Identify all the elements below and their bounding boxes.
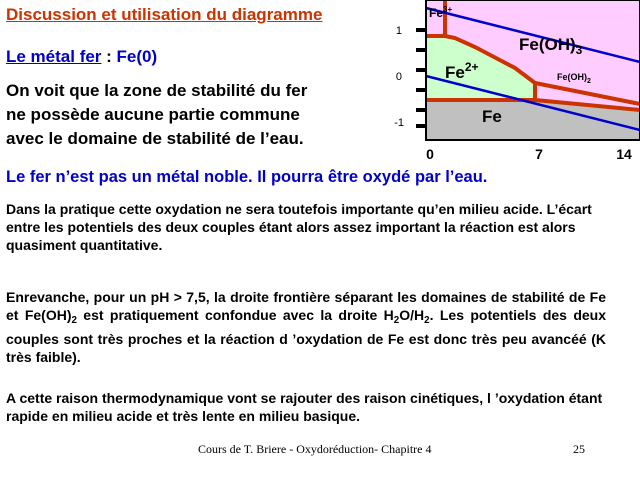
y-tick-label-0: 0 (395, 71, 402, 83)
noble-statement: Le fer n’est pas un métal noble. Il pourra être oxydé par l’eau. (6, 168, 488, 186)
y-tick-mark-6 (416, 124, 426, 128)
p2-sub3: 2 (424, 315, 430, 326)
label-fe2: $Fe^{2+}$ (445, 60, 479, 82)
footer-course: Cours de T. Briere - Oxydoréduction- Chapitre 4 (198, 442, 432, 456)
p2-part3: O/H (399, 307, 425, 323)
x-tick-label-14: 14 (616, 146, 632, 162)
y-tick-mark-1 (416, 28, 426, 32)
paragraph-acid-oxidation: Dans la pratique cette oxydation ne sera toutefois importante qu’en milieu acide. L’écart entre les potentiels des deux couples étant alors assez important la réaction est alors quasiment quantitative. (6, 201, 592, 253)
stability-line-2: ne possède aucune partie commune (6, 105, 300, 124)
label-feoh2: $Fe(OH)_2$ (557, 72, 591, 85)
p2-part2: est pratiquement confondue avec la droite H (76, 307, 394, 323)
p2-sub2: 2 (393, 315, 400, 326)
metal-label: Le métal fer (6, 47, 102, 66)
p2-part4: . Les potentiels des deux couples sont très proches et la réaction d ’oxydation de Fe est donc très peu avancéé (K très faible). (6, 307, 606, 365)
metal-formula: Fe(0) (116, 47, 158, 66)
section-subtitle (6, 47, 157, 67)
stability-text (6, 79, 307, 151)
label-fe: Fe (482, 107, 502, 126)
p2-part1: Enrevanche, pour un pH > 7,5, la droite frontière séparant les domaines de stabilité de Fe et Fe(OH) (6, 289, 606, 323)
p2-sub1: 2 (71, 315, 77, 326)
x-tick-label-0: 0 (426, 146, 434, 162)
y-tick-mark-3 (416, 68, 426, 72)
label-feoh3: $Fe(OH)_3$ (519, 35, 583, 57)
y-tick-mark-5 (416, 108, 426, 112)
y-tick-mark-4 (416, 88, 426, 92)
stability-line-1: On voit que la zone de stabilité du fer (6, 81, 308, 100)
footer-page-number: 25 (573, 442, 585, 456)
y-tick-mark-2 (416, 48, 426, 52)
paragraph-basic-ph (6, 288, 606, 366)
subtitle-separator: : (101, 47, 117, 66)
stability-line-3: avec le domaine de stabilité de l’eau. (6, 129, 304, 148)
y-tick-label-minus-1: -1 (394, 117, 404, 129)
slide-title: Discussion et utilisation du diagramme (6, 5, 323, 24)
pourbaix-diagram (390, 0, 640, 165)
paragraph-kinetics: A cette raison thermodynamique vont se rajouter des raison cinétiques, l ’oxydation étant rapide en milieu acide et très lente en milieu basique. (6, 390, 603, 424)
label-fe3: $Fe^{3+}$ (429, 5, 453, 20)
x-tick-label-7: 7 (535, 146, 543, 162)
y-tick-label-1: 1 (395, 25, 402, 37)
